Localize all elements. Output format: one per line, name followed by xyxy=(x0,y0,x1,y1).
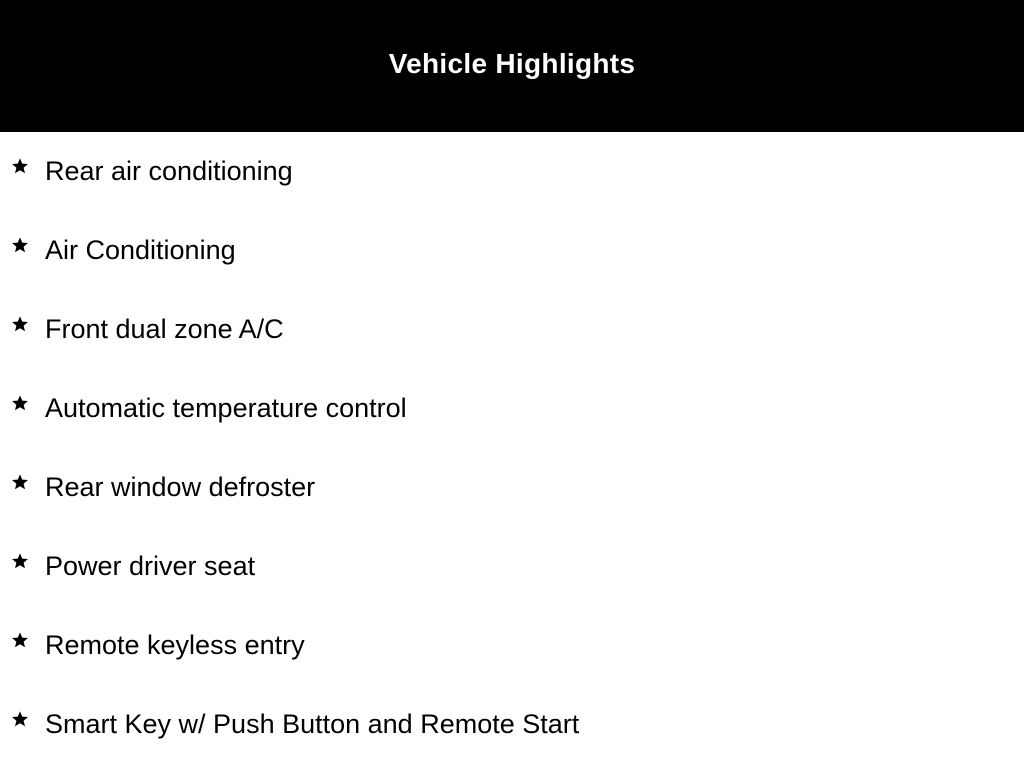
list-item-label: Power driver seat xyxy=(45,551,256,581)
star-icon xyxy=(11,394,29,412)
list-item-label: Air Conditioning xyxy=(45,235,236,265)
star-icon xyxy=(11,552,29,570)
highlights-list xyxy=(0,132,1024,764)
star-icon xyxy=(11,236,29,254)
list-item xyxy=(0,369,1024,448)
list-item-label: Remote keyless entry xyxy=(45,630,305,660)
list-item-label: Rear air conditioning xyxy=(45,156,293,186)
list-item-label: Smart Key w/ Push Button and Remote Start xyxy=(45,709,580,739)
list-item-label: Front dual zone A/C xyxy=(45,314,284,344)
list-item-label: Rear window defroster xyxy=(45,472,316,502)
list-item xyxy=(0,132,1024,211)
list-item xyxy=(0,606,1024,685)
star-icon xyxy=(11,473,29,491)
list-item xyxy=(0,290,1024,369)
page-title: Vehicle Highlights xyxy=(388,48,636,79)
list-item xyxy=(0,448,1024,527)
header-banner xyxy=(0,0,1024,132)
list-item xyxy=(0,527,1024,606)
star-icon xyxy=(11,710,29,728)
star-icon xyxy=(11,315,29,333)
list-item-label: Automatic temperature control xyxy=(45,393,407,423)
star-icon xyxy=(11,631,29,649)
list-item xyxy=(0,211,1024,290)
list-item xyxy=(0,685,1024,764)
star-icon xyxy=(11,157,29,175)
